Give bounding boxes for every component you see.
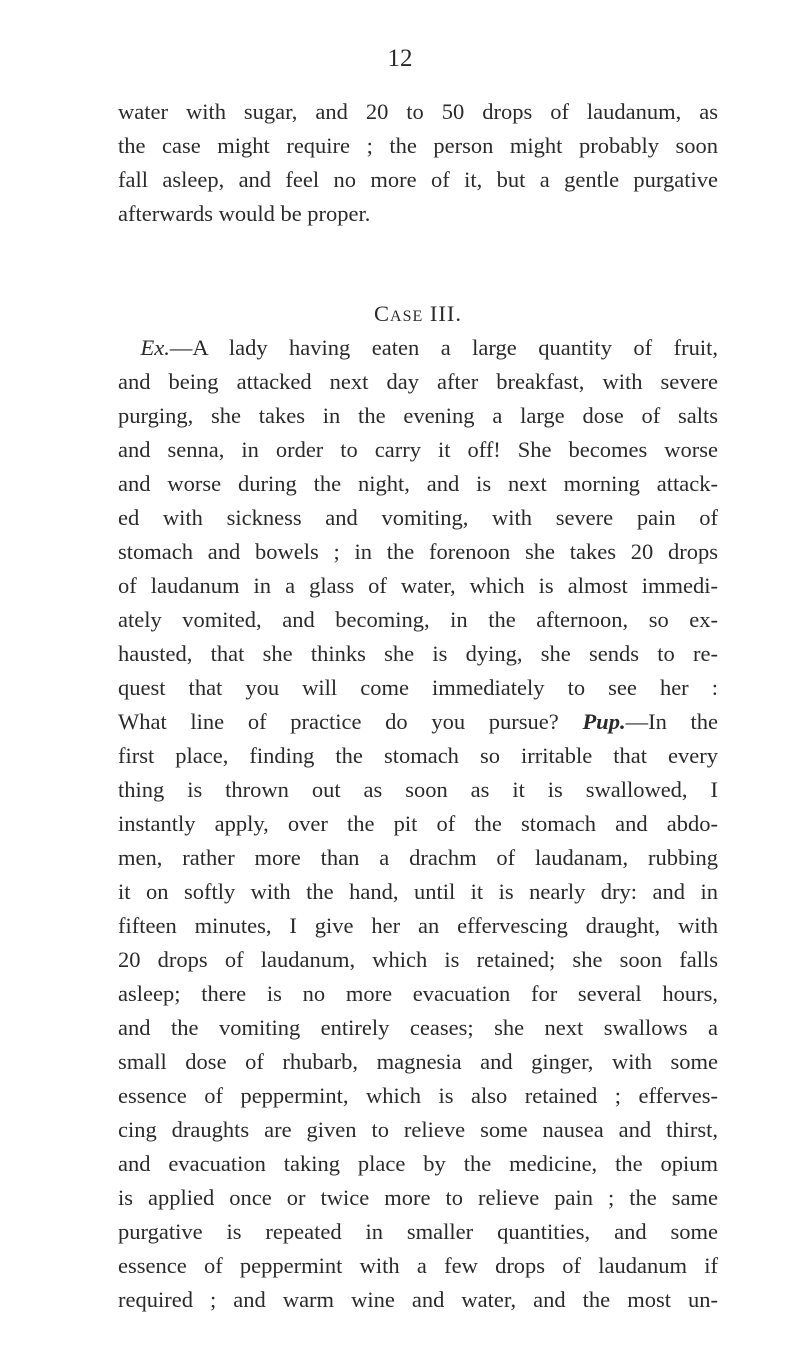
text-line: quest that you will come immediately to see her : bbox=[118, 675, 718, 700]
text-line: essence of peppermint, which is also retained ; efferves- bbox=[118, 1083, 718, 1108]
text-line: afterwards would be proper. bbox=[118, 201, 371, 226]
text-fragment: —In the bbox=[625, 709, 718, 734]
text-line: thing is thrown out as soon as it is swallowed, I bbox=[118, 777, 718, 802]
ex-label: Ex. bbox=[140, 335, 170, 360]
page-number: 12 bbox=[387, 45, 413, 72]
text-line bbox=[118, 705, 718, 739]
text-line: and the vomiting entirely ceases; she next swallows a bbox=[118, 1015, 718, 1040]
text-line: of laudanum in a glass of water, which is almost immedi- bbox=[118, 573, 718, 598]
text-line: water with sugar, and 20 to 50 drops of laudanum, as bbox=[118, 99, 718, 124]
text-line: cing draughts are given to relieve some nausea and thirst, bbox=[118, 1117, 718, 1142]
pup-label: Pup. bbox=[582, 709, 626, 734]
text-line: and being attacked next day after breakfast, with severe bbox=[118, 369, 718, 394]
text-line: ately vomited, and becoming, in the afternoon, so ex- bbox=[118, 607, 718, 632]
text-line: stomach and bowels ; in the forenoon she takes 20 drops bbox=[118, 539, 718, 564]
section-gap bbox=[118, 231, 718, 297]
text-line bbox=[118, 331, 718, 365]
text-line: and worse during the night, and is next morning attack- bbox=[118, 471, 718, 496]
text-line: ed with sickness and vomiting, with severe pain of bbox=[118, 505, 718, 530]
text-line: purging, she takes in the evening a large dose of salts bbox=[118, 403, 718, 428]
text-line: 20 drops of laudanum, which is retained; she soon falls bbox=[118, 947, 718, 972]
text-line: it on softly with the hand, until it is nearly dry: and in bbox=[118, 879, 718, 904]
text-line: and evacuation taking place by the medicine, the opium bbox=[118, 1151, 718, 1176]
text-line: small dose of rhubarb, magnesia and ginger, with some bbox=[118, 1049, 718, 1074]
text-line: asleep; there is no more evacuation for several hours, bbox=[118, 981, 718, 1006]
text-line: purgative is repeated in smaller quantities, and some bbox=[118, 1219, 718, 1244]
text-line: first place, finding the stomach so irritable that every bbox=[118, 743, 718, 768]
text-line: and senna, in order to carry it off! She becomes worse bbox=[118, 437, 718, 462]
page-text bbox=[118, 95, 718, 1317]
text-line: is applied once or twice more to relieve pain ; the same bbox=[118, 1185, 718, 1210]
text-line: the case might require ; the person might probably soon bbox=[118, 133, 718, 158]
text-line: required ; and warm wine and water, and the most un- bbox=[118, 1287, 718, 1312]
text-fragment: —A lady having eaten a large quantity of fruit, bbox=[169, 335, 718, 360]
text-line: men, rather more than a drachm of laudanam, rubbing bbox=[118, 845, 718, 870]
text-line: fall asleep, and feel no more of it, but a gentle purgative bbox=[118, 167, 718, 192]
text-line: instantly apply, over the pit of the stomach and abdo- bbox=[118, 811, 718, 836]
text-line: hausted, that she thinks she is dying, she sends to re- bbox=[118, 641, 718, 666]
text-line: essence of peppermint with a few drops of laudanum if bbox=[118, 1253, 718, 1278]
text-fragment: What line of practice do you pursue? bbox=[118, 709, 583, 734]
case-heading: Case III. bbox=[374, 301, 462, 326]
text-line: fifteen minutes, I give her an effervescing draught, with bbox=[118, 913, 718, 938]
